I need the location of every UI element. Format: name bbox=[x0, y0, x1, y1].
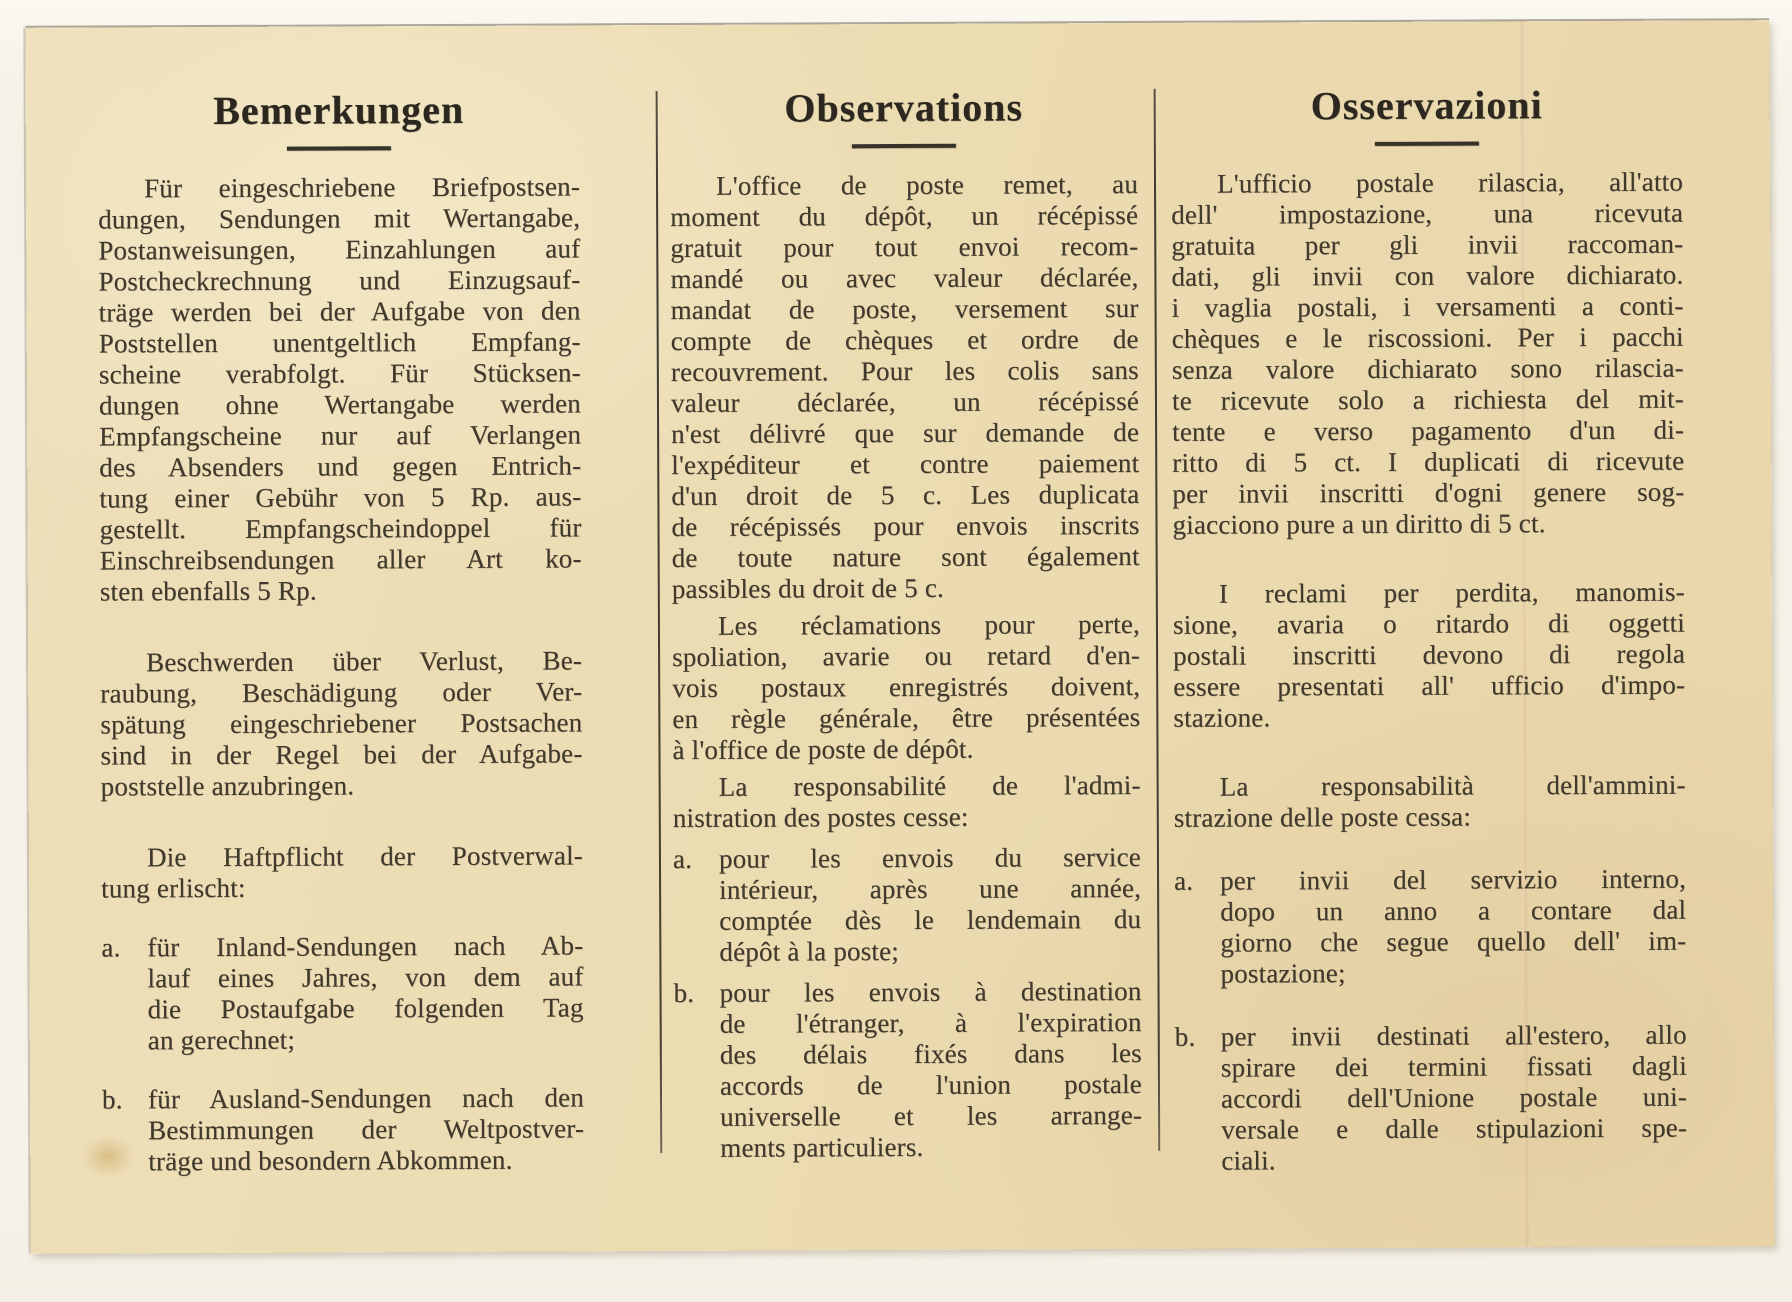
column-divider-1 bbox=[656, 91, 663, 1153]
list-item-label: a. bbox=[101, 932, 121, 963]
heading-rule bbox=[287, 146, 391, 150]
heading-rule bbox=[1375, 141, 1479, 145]
paragraph: L'office de poste remet, au moment du dépôt, un récépissé gratuit pour tout envoi recom- mandé ou avec valeur déclarée, mandat de poste, versement sur compte de chèques et ordre de recouvrement. Pour les colis sans valeur déclarée, un récépissé n'est délivré que sur demande de l'expéditeur et contre paiement d'un droit de 5 c. Les duplicata de récépissés pour envois inscrits de toute nature sont également passibles du droit de 5 c. bbox=[670, 168, 1140, 604]
list-item-label: a. bbox=[1174, 865, 1194, 896]
list-item-label: b. bbox=[1174, 1021, 1196, 1052]
paragraph: Beschwerden über Verlust, Be- raubung, Beschädigung oder Ver- spätung eingeschriebener Postsachen sind in der Regel bei der Aufgabe- poststelle anzubringen. bbox=[100, 645, 583, 802]
list-item-text: pour les envois à destination de l'étranger, à l'expiration des délais fixés dans les accords de l'union postale universelle et les arrange- ments particuliers. bbox=[719, 975, 1143, 1163]
column-italian bbox=[1171, 81, 1688, 1177]
column-french bbox=[670, 83, 1143, 1164]
list-item-text: per invii del servizio interno, dopo un anno a contare dal giorno che segue quello dell' im- postazione; bbox=[1220, 863, 1687, 989]
column-heading-german: Bemerkungen bbox=[213, 86, 465, 133]
list-item-a bbox=[1174, 864, 1687, 990]
paragraph: Les réclamations pour perte, spoliation, avarie ou retard d'en- vois postaux enregistrés doivent, en règle générale, être présentées à l'office de poste de dépôt. bbox=[672, 608, 1141, 765]
column-body-german bbox=[98, 171, 584, 1177]
column-body-french bbox=[670, 169, 1142, 1164]
paragraph: L'ufficio postale rilascia, all'atto dell' impostazione, una ricevuta gratuita per gli invii raccoman- dati, gli invii con valore dichiarato. i vaglia postali, i versamenti a conti- chèques e le riscossioni. Per i pacchi senza valore dichiarato sono rilascia- te ricevute solo a richiesta del mit- tente e verso pagamento d'un di- ritto di 5 ct. I duplicati di ricevute per invii inscritti d'ogni genere sog- giacciono pure a un diritto di 5 ct. bbox=[1171, 166, 1685, 540]
column-heading-italian: Osservazioni bbox=[1310, 82, 1543, 129]
paragraph: La responsabilité de l'admi- nistration des postes cesse: bbox=[672, 769, 1141, 833]
list-item-a bbox=[101, 930, 584, 1056]
postal-notice-card bbox=[25, 20, 1774, 1254]
list-item-text: für Inland-Sendungen nach Ab- lauf eines Jahres, von dem auf die Postaufgabe folgenden Tag an gerechnet; bbox=[147, 930, 584, 1056]
list-item-b bbox=[102, 1082, 584, 1177]
heading-rule bbox=[852, 144, 956, 148]
column-heading-french: Observations bbox=[784, 84, 1024, 131]
list-item-b bbox=[673, 976, 1142, 1164]
paragraph: Die Haftpflicht der Postverwal- tung erlischt: bbox=[101, 840, 584, 904]
list-item-b bbox=[1175, 1020, 1688, 1177]
list-item-text: für Ausland-Sendungen nach den Bestimmungen der Weltpostver- träge und besondern Abkommen. bbox=[147, 1082, 585, 1177]
column-body-italian bbox=[1171, 167, 1687, 1177]
paragraph: Für eingeschriebene Briefpostsen- dungen, Sendungen mit Wertangabe, Postanweisungen, Einzahlungen auf Postcheckrechnung und Einzugsauf- träge werden bei der Aufgabe von den Poststellen unentgeltlich Empfang- scheine verabfolgt. Für Stücksen- dungen ohne Wertangabe werden Empfangscheine nur auf Verlangen des Absenders und gegen Entrich- tung einer Gebühr von 5 Rp. aus- gestellt. Empfangscheindoppel für Einschreibsendungen aller Art ko- sten ebenfalls 5 Rp. bbox=[98, 171, 582, 607]
list-item-label: b. bbox=[673, 977, 695, 1008]
list-item-label: b. bbox=[101, 1084, 123, 1115]
column-divider-2 bbox=[1154, 89, 1161, 1151]
paragraph: I reclami per perdita, manomis- sione, avaria o ritardo di oggetti postali inscritti devono di regola essere presentati all' ufficio d'impo- stazione. bbox=[1172, 576, 1686, 733]
list-item-a bbox=[673, 842, 1142, 968]
list-item-text: pour les envois du service intérieur, après une année, comptée dès le lendemain du dépôt à la poste; bbox=[718, 841, 1142, 967]
list-item-text: per invii destinati all'estero, allo spirare dei termini fissati dagli accordi dell'Unione postale uni- versale e dalle stipulazioni spe- ciali. bbox=[1220, 1019, 1688, 1176]
list-item-label: a. bbox=[672, 843, 693, 874]
column-german bbox=[98, 85, 585, 1177]
paragraph: La responsabilità dell'ammini- strazione delle poste cessa: bbox=[1173, 769, 1686, 833]
